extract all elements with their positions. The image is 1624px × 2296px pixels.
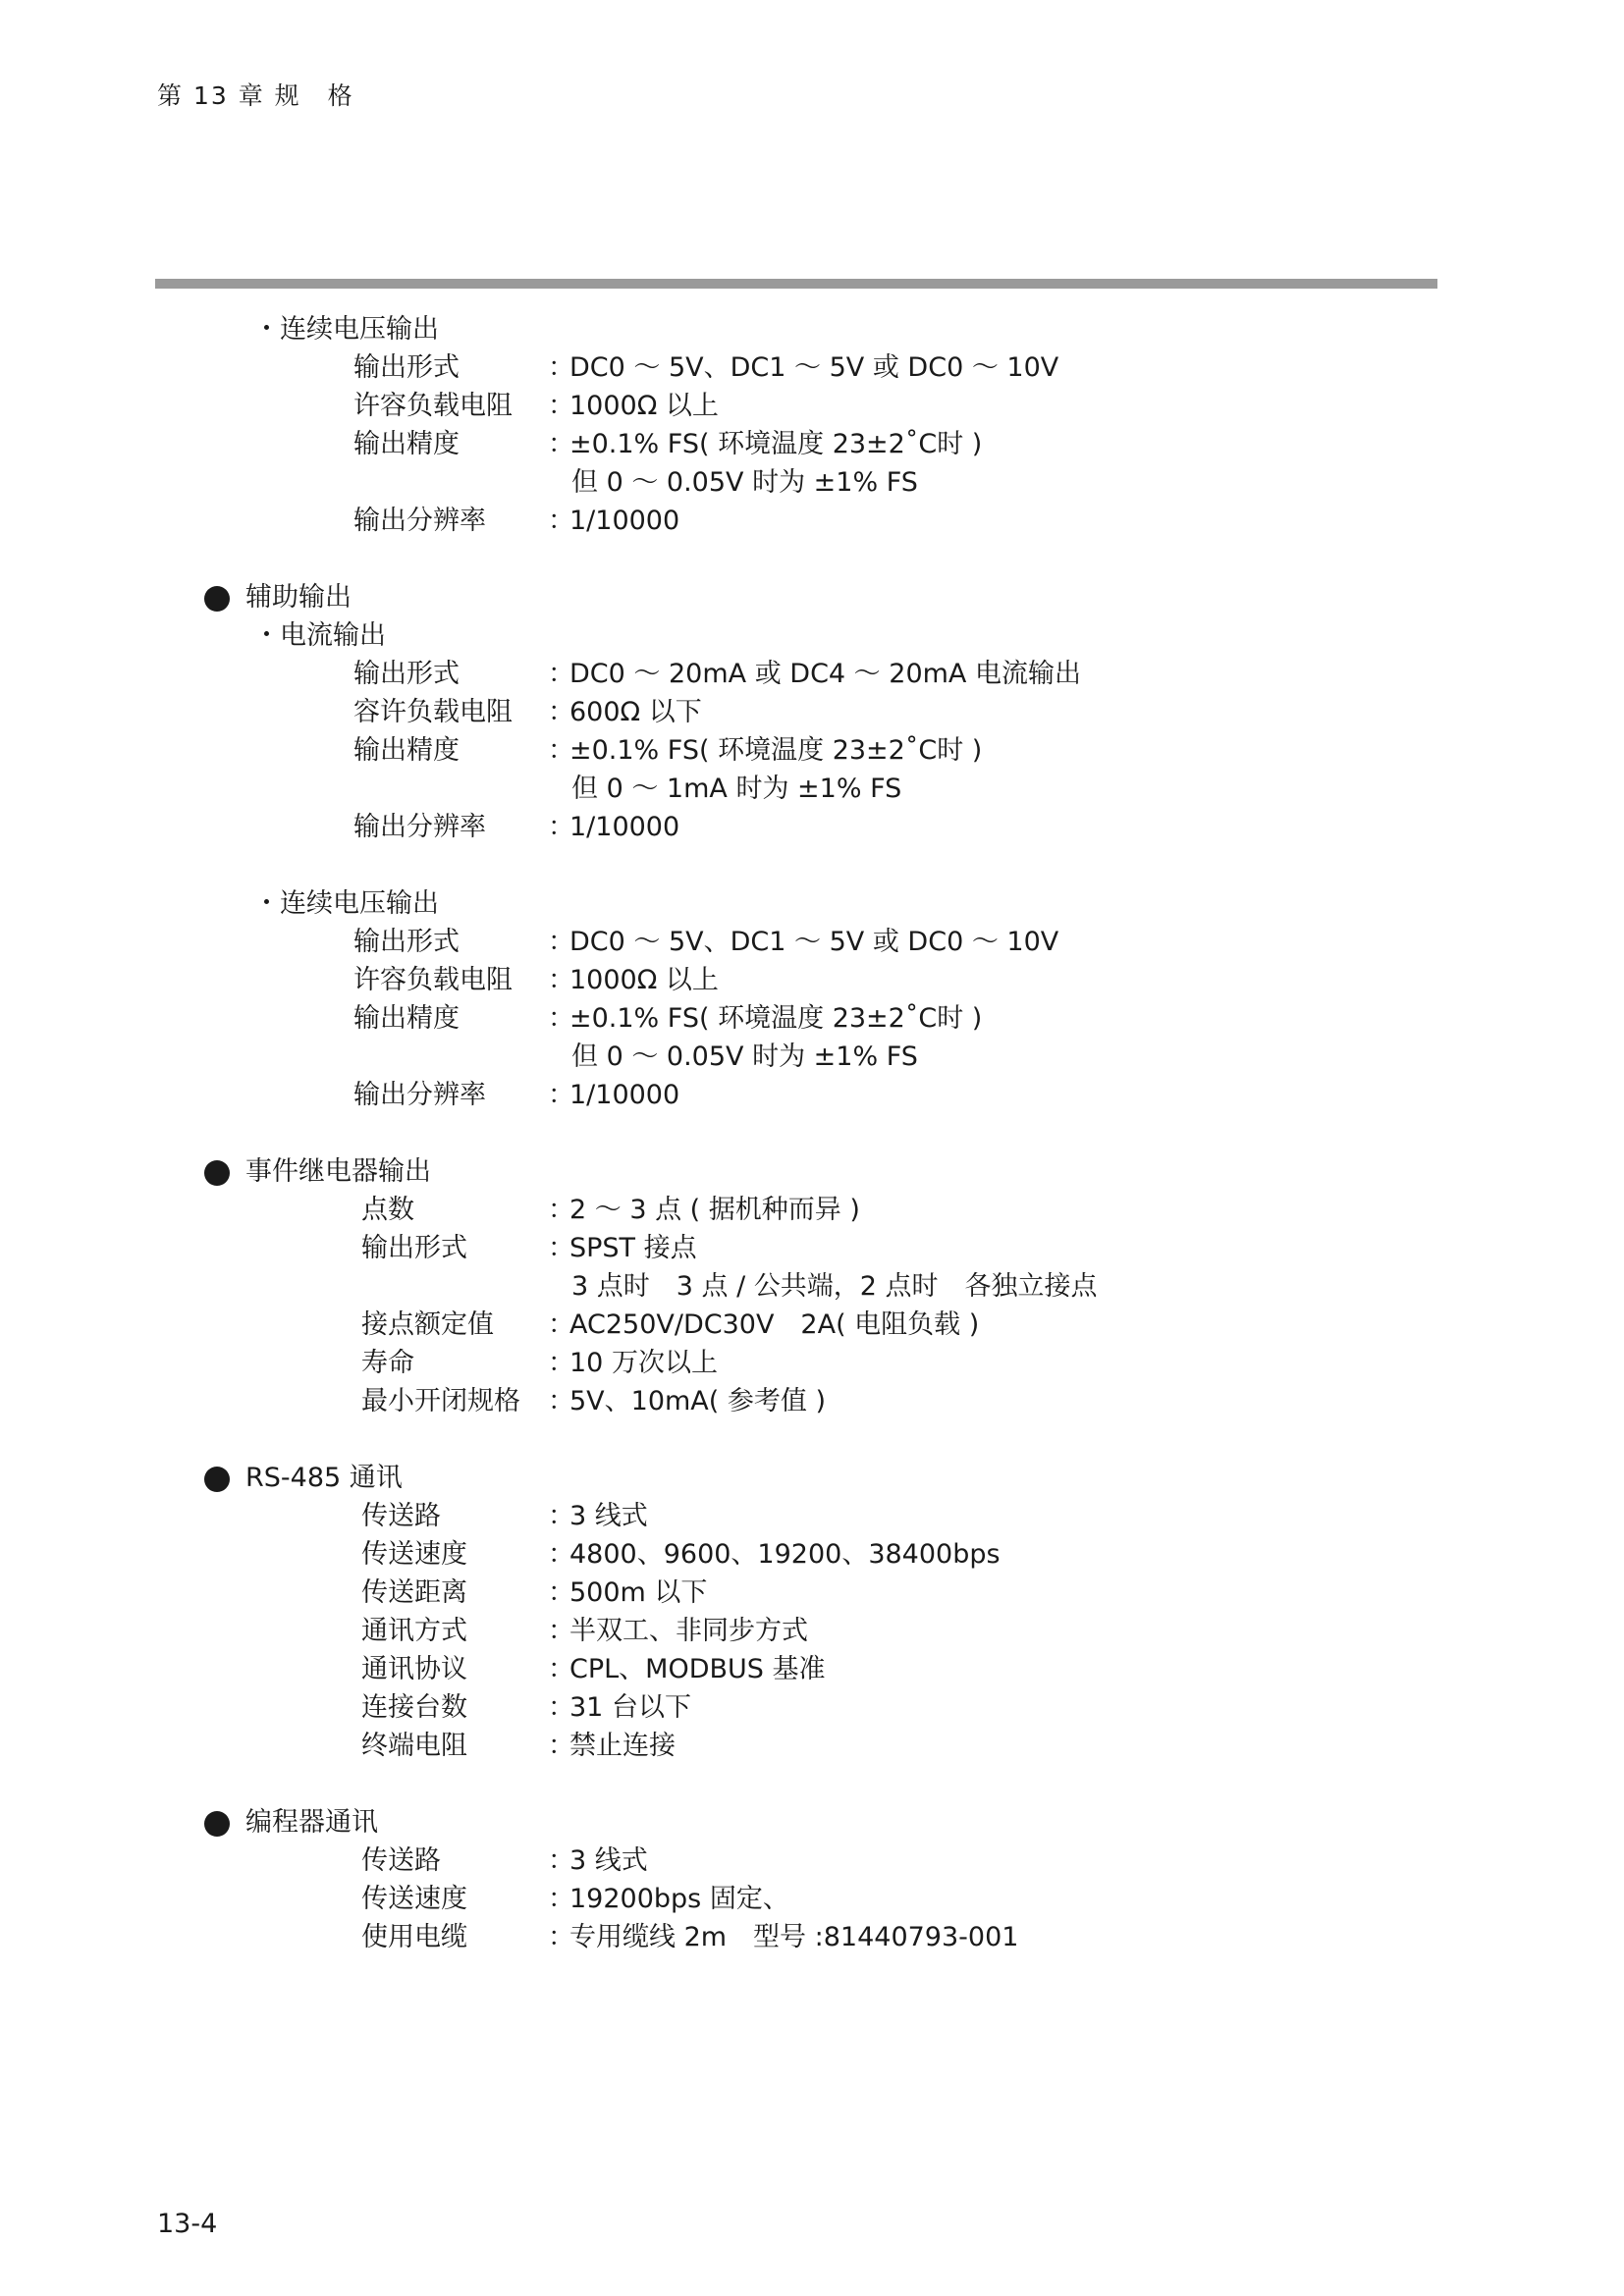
spec-row <box>0 348 1624 387</box>
colon-separator: ： <box>548 391 574 421</box>
spec-row <box>0 1344 1624 1382</box>
spec-label: 许容负载电阻 <box>353 965 513 995</box>
spec-label: 输出形式 <box>353 659 460 689</box>
section-title: RS-485 通讯 <box>245 1463 403 1493</box>
spec-row <box>0 425 1624 463</box>
spec-row <box>0 1574 1624 1612</box>
spec-row <box>0 1880 1624 1918</box>
spec-value: DC0 ～ 5V、DC1 ～ 5V 或 DC0 ～ 10V <box>569 927 1059 957</box>
spec-label: 输出分辨率 <box>353 1080 486 1110</box>
spec-value: 专用缆线 2m 型号 :81440793-001 <box>569 1922 1019 1952</box>
colon-separator: ： <box>548 506 574 536</box>
spec-row <box>0 387 1624 425</box>
spec-value: DC0 ～ 5V、DC1 ～ 5V 或 DC0 ～ 10V <box>569 352 1059 383</box>
spec-value: ±0.1% FS( 环境温度 23±2˚C时 ) <box>569 429 983 459</box>
spec-label: 输出精度 <box>353 429 460 459</box>
spec-label: 传送速度 <box>361 1539 467 1570</box>
spec-value: 禁止连接 <box>569 1731 676 1761</box>
spec-row <box>0 1650 1624 1688</box>
spec-value: 1000Ω 以上 <box>569 391 719 421</box>
spec-row <box>0 1918 1624 1956</box>
colon-separator: ： <box>548 1845 574 1876</box>
spec-row <box>0 1191 1624 1229</box>
bullet-icon <box>204 1467 230 1492</box>
spec-value: 但 0 ～ 0.05V 时为 ±1% FS <box>571 467 918 498</box>
spec-label: 输出形式 <box>361 1233 467 1263</box>
spec-row <box>0 808 1624 846</box>
spec-label: 使用电缆 <box>361 1922 467 1952</box>
spec-label: 输出分辨率 <box>353 812 486 842</box>
bullet-icon <box>204 586 230 612</box>
spec-label: 通讯方式 <box>361 1616 467 1646</box>
colon-separator: ： <box>548 1654 574 1684</box>
colon-separator: ： <box>548 1616 574 1646</box>
spec-label: 点数 <box>361 1195 414 1225</box>
spec-value: SPST 接点 <box>569 1233 697 1263</box>
spec-value: 3 点时 3 点 / 公共端，2 点时 各独立接点 <box>571 1271 1098 1302</box>
spec-value: 600Ω 以下 <box>569 697 702 727</box>
subsection-title: ・电流输出 <box>253 620 386 651</box>
spec-row <box>0 1076 1624 1114</box>
spec-row <box>0 1306 1624 1344</box>
colon-separator: ： <box>548 735 574 766</box>
bullet-icon <box>204 1160 230 1186</box>
colon-separator: ： <box>548 1884 574 1914</box>
spec-row <box>0 731 1624 770</box>
spec-value: 1/10000 <box>569 506 680 536</box>
spec-label: 最小开闭规格 <box>361 1386 520 1416</box>
spec-label: 输出分辨率 <box>353 506 486 536</box>
colon-separator: ： <box>548 965 574 995</box>
spec-row <box>0 502 1624 540</box>
spec-value: 3 线式 <box>569 1501 648 1531</box>
colon-separator: ： <box>548 1195 574 1225</box>
colon-separator: ： <box>548 927 574 957</box>
colon-separator: ： <box>548 429 574 459</box>
colon-separator: ： <box>548 1577 574 1608</box>
spec-label: 输出形式 <box>353 927 460 957</box>
section-heading <box>0 578 1624 616</box>
spec-label: 输出形式 <box>353 352 460 383</box>
spec-row <box>0 961 1624 999</box>
page-number: 13-4 <box>157 2209 218 2239</box>
colon-separator: ： <box>548 1003 574 1034</box>
spec-value: ±0.1% FS( 环境温度 23±2˚C时 ) <box>569 1003 983 1034</box>
colon-separator: ： <box>548 1501 574 1531</box>
spec-label: 终端电阻 <box>361 1731 467 1761</box>
spec-row <box>0 923 1624 961</box>
header-rule <box>155 279 1437 289</box>
section-heading <box>0 1803 1624 1842</box>
subsection-title: ・连续电压输出 <box>253 314 439 345</box>
spec-label: 容许负载电阻 <box>353 697 513 727</box>
bullet-icon <box>204 1811 230 1837</box>
colon-separator: ： <box>548 1386 574 1416</box>
colon-separator: ： <box>548 352 574 383</box>
spec-row <box>0 1612 1624 1650</box>
spec-continuation <box>0 1267 1624 1306</box>
spec-value: 4800、9600、19200、38400bps <box>569 1539 1001 1570</box>
section-heading <box>0 1459 1624 1497</box>
spec-value: 半双工、非同步方式 <box>569 1616 808 1646</box>
spec-label: 许容负载电阻 <box>353 391 513 421</box>
spec-value: 但 0 ～ 0.05V 时为 ±1% FS <box>571 1041 918 1072</box>
spec-value: 1/10000 <box>569 1080 680 1110</box>
spec-value: 500m 以下 <box>569 1577 708 1608</box>
spec-label: 寿命 <box>361 1348 414 1378</box>
colon-separator: ： <box>548 1233 574 1263</box>
spec-value: 31 台以下 <box>569 1692 691 1723</box>
spec-value: 10 万次以上 <box>569 1348 718 1378</box>
spec-row <box>0 655 1624 693</box>
colon-separator: ： <box>548 697 574 727</box>
spec-value: ±0.1% FS( 环境温度 23±2˚C时 ) <box>569 735 983 766</box>
section-title: 事件继电器输出 <box>245 1156 431 1187</box>
colon-separator: ： <box>548 812 574 842</box>
spec-label: 输出精度 <box>353 1003 460 1034</box>
spec-label: 连接台数 <box>361 1692 467 1723</box>
colon-separator: ： <box>548 659 574 689</box>
spec-value: 3 线式 <box>569 1845 648 1876</box>
subsection-heading <box>0 310 1624 348</box>
spec-row <box>0 999 1624 1038</box>
colon-separator: ： <box>548 1348 574 1378</box>
section-title: 编程器通讯 <box>245 1807 378 1838</box>
colon-separator: ： <box>548 1731 574 1761</box>
chapter-header: 第 13 章 规 格 <box>157 81 354 110</box>
spec-value: 5V、10mA( 参考值 ) <box>569 1386 827 1416</box>
spec-label: 传送路 <box>361 1501 441 1531</box>
spec-value: 1000Ω 以上 <box>569 965 719 995</box>
spec-row <box>0 1229 1624 1267</box>
spec-continuation <box>0 770 1624 808</box>
spec-row <box>0 693 1624 731</box>
spec-value: CPL、MODBUS 基准 <box>569 1654 826 1684</box>
colon-separator: ： <box>548 1080 574 1110</box>
spec-label: 接点额定值 <box>361 1309 494 1340</box>
spec-value: AC250V/DC30V 2A( 电阻负载 ) <box>569 1309 980 1340</box>
subsection-title: ・连续电压输出 <box>253 888 439 919</box>
spec-value: 但 0 ～ 1mA 时为 ±1% FS <box>571 774 902 804</box>
colon-separator: ： <box>548 1922 574 1952</box>
spec-row <box>0 1497 1624 1535</box>
section-title: 辅助输出 <box>245 582 352 613</box>
spec-continuation <box>0 463 1624 502</box>
spec-row <box>0 1535 1624 1574</box>
subsection-heading <box>0 884 1624 923</box>
spec-row <box>0 1382 1624 1420</box>
spec-value: 19200bps 固定、 <box>569 1884 789 1914</box>
section-heading <box>0 1152 1624 1191</box>
spec-row <box>0 1688 1624 1727</box>
spec-row <box>0 1727 1624 1765</box>
colon-separator: ： <box>548 1539 574 1570</box>
spec-label: 传送距离 <box>361 1577 467 1608</box>
spec-value: 1/10000 <box>569 812 680 842</box>
colon-separator: ： <box>548 1309 574 1340</box>
colon-separator: ： <box>548 1692 574 1723</box>
spec-value: DC0 ～ 20mA 或 DC4 ～ 20mA 电流输出 <box>569 659 1081 689</box>
spec-label: 传送路 <box>361 1845 441 1876</box>
spec-label: 通讯协议 <box>361 1654 467 1684</box>
spec-label: 传送速度 <box>361 1884 467 1914</box>
spec-label: 输出精度 <box>353 735 460 766</box>
spec-row <box>0 1842 1624 1880</box>
spec-continuation <box>0 1038 1624 1076</box>
subsection-heading <box>0 616 1624 655</box>
spec-value: 2 ～ 3 点 ( 据机种而异 ) <box>569 1195 860 1225</box>
